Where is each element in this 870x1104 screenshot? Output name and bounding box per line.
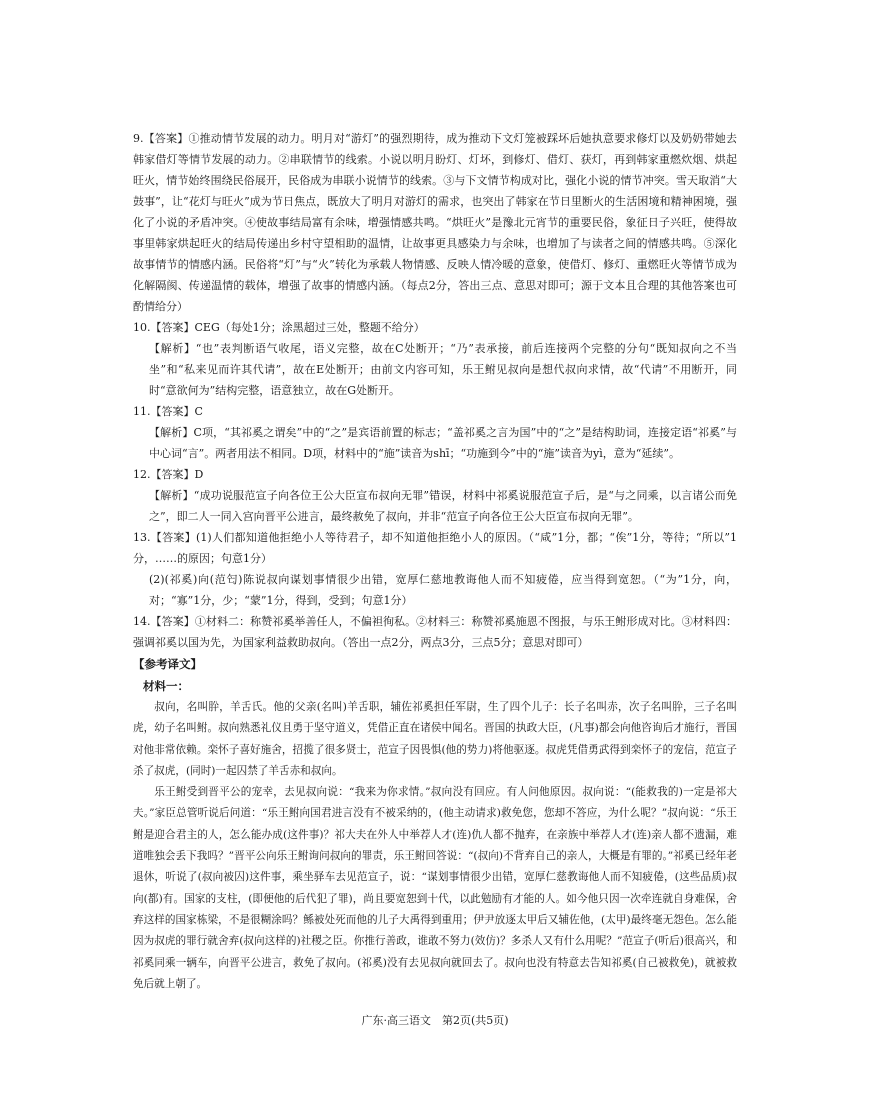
answer-q13-1: 13.【答案】(1)人们都知道他拒绝小人等待君子，却不知道他拒绝小人的原因。（“咸”1分，都；“俟”1分，等待；“所以”1分，……的原因；句意1分） — [133, 531, 737, 565]
answer-q11: 11.【答案】C — [133, 405, 203, 418]
reference-translation-heading: 【参考译文】 — [133, 657, 202, 671]
page-footer: 广东·高三语文 第2页(共5页) — [361, 1014, 509, 1027]
answer-q13-2: (2)(祁奚)向(范匄)陈说叔向谋划事情很少出错，宽厚仁慈地教诲他人而不知疲倦，应当得到宽恕。（“为”1分，向，对；“寡”1分，少；“蒙”1分，得到，受到；句意1分） — [149, 573, 737, 607]
answer-q12: 12.【答案】D — [133, 468, 204, 481]
answer-key-page — [133, 128, 737, 995]
analysis-q11: 【解析】C项，“其祁奚之谓矣”中的“之”是宾语前置的标志；“盖祁奚之言为国”中的“之”是结构助词，连接定语“祁奚”与中心词“言”。两者用法不相同。D项，材料中的“施”读音为shī；“功施到今”中的“施”读音为yì，意为“延续”。 — [149, 426, 737, 460]
translation-paragraph-2: 乐王鲋受到晋平公的宠幸，去见叔向说：“我来为你求情。”叔向没有回应。有人问他原因。叔向说：“(能救我的)一定是祁大夫。”家臣总管听说后问道：“乐王鲋向国君进言没有不被采纳的，(他主动请求)救免您，您却不答应，为什么呢？”叔向说：“乐王鲋是迎合君主的人，怎么能办成(这件事)？祁大夫在外人中举荐人才(连)仇人都不抛弃，在亲族中举荐人才(连)亲人都不遗漏，难道唯独会丢下我吗？”晋平公向乐王鲋询问叔向的罪责，乐王鲋回答说：“(叔向)不背弃自己的亲人，大概是有罪的。”祁奚已经年老退休，听说了(叔向被囚)这件事，乘坐驿车去见范宣子，说：“谋划事情很少出错，宽厚仁慈教诲他人而不知疲倦，(这些品质)叔向(都)有。国家的支柱，(即便他的后代犯了罪)，尚且要宽恕到十代，以此勉励有才能的人。如今他只因一次牵连就自身难保，舍弃这样的国家栋梁，不是很糊涂吗？鲧被处死而他的儿子大禹得到重用；伊尹放逐太甲后又辅佐他，(太甲)最终毫无怨色。怎么能因为叔虎的罪行就舍弃(叔向这样的)社稷之臣。你推行善政，谁敢不努力(效仿)？多杀人又有什么用呢？”范宣子(听后)很高兴，和祁奚同乘一辆车，向晋平公进言，救免了叔向。(祁奚)没有去见叔向就回去了。叔向也没有特意去告知祁奚(自己被救免)，就被救免后就上朝了。 — [133, 786, 737, 990]
translation-paragraph-1: 叔向，名叫肸，羊舌氏。他的父亲(名叫)羊舌职，辅佐祁奚担任军尉，生了四个儿子：长子名叫赤，次子名叫肸，三子名叫虎，幼子名叫鲋。叔向熟悉礼仪且勇于坚守道义，凭借正直在诸侯中闻名。晋国的执政大臣，(凡事)都会向他咨询后才施行，晋国对他非常依赖。栾怀子喜好施舍，招揽了很多贤士，范宣子因畏惧(他的势力)将他驱逐。叔虎凭借勇武得到栾怀子的宠信，范宣子杀了叔虎，(同时)一起囚禁了羊舌赤和叔向。 — [133, 701, 737, 777]
answer-q9: 9.【答案】①推动情节发展的动力。明月对“游灯”的强烈期待，成为推动下文灯笼被踩坏后她执意要求修灯以及奶奶带她去韩家借灯等情节发展的动力。②串联情节的线索。小说以明月盼灯、灯坏，到修灯、借灯、获灯，再到韩家重燃炊烟、烘起旺火，情节始终围绕民俗展开，民俗成为串联小说情节的线索。③与下文情节构成对比，强化小说的情节冲突。雪天取消“大鼓事”，让“花灯与旺火”成为节日焦点，既放大了明月对游灯的需求，也突出了韩家在节日里断火的生活困境和精神困境，强化了小说的矛盾冲突。④使故事结局富有余味，增强情感共鸣。“烘旺火”是豫北元宵节的重要民俗，象征日子兴旺，使得故事里韩家烘起旺火的结局传递出乡村守望相助的温情，让故事更具感染力与余味，也增加了与读者之间的情感共鸣。⑤深化故事情节的情感内涵。民俗将“灯”与“火”转化为承载人物情感、反映人情冷暖的意象，使借灯、修灯、重燃旺火等情节成为化解隔阂、传递温情的载体，增强了故事的情感内涵。（每点2分，答出三点、意思对即可；源于文本且合理的其他答案也可酌情给分） — [133, 132, 737, 313]
answer-q10: 10.【答案】CEG（每处1分；涂黑超过三处，整题不给分） — [133, 321, 425, 334]
analysis-q10: 【解析】“也”表判断语气收尾，语义完整，故在C处断开；“乃”表承接，前后连接两个完整的分句“既知叔向之不当坐”和“私来见而许其代请”，故在E处断开；由前文内容可知，乐王鲋见叔向是想代叔向求情，故“代请”不用断开，同时“意欲何为”结构完整，语意独立，故在G处断开。 — [149, 342, 737, 397]
answer-q14: 14.【答案】①材料二：称赞祁奚举善任人，不偏袒徇私。②材料三：称赞祁奚施恩不图报，与乐王鲋形成对比。③材料四：强调祁奚以国为先，为国家利益救助叔向。（答出一点2分，两点3分，三点5分；意思对即可） — [133, 615, 737, 649]
analysis-q12: 【解析】“成功说服范宣子向各位王公大臣宣布叔向无罪”错误，材料中祁奚说服范宣子后，是“与之同乘，以言诸公而免之”，即二人一同入宫向晋平公进言，最终赦免了叔向，并非“范宣子向各位王公大臣宣布叔向无罪”。 — [149, 489, 737, 523]
material-1-heading: 材料一： — [143, 679, 189, 693]
